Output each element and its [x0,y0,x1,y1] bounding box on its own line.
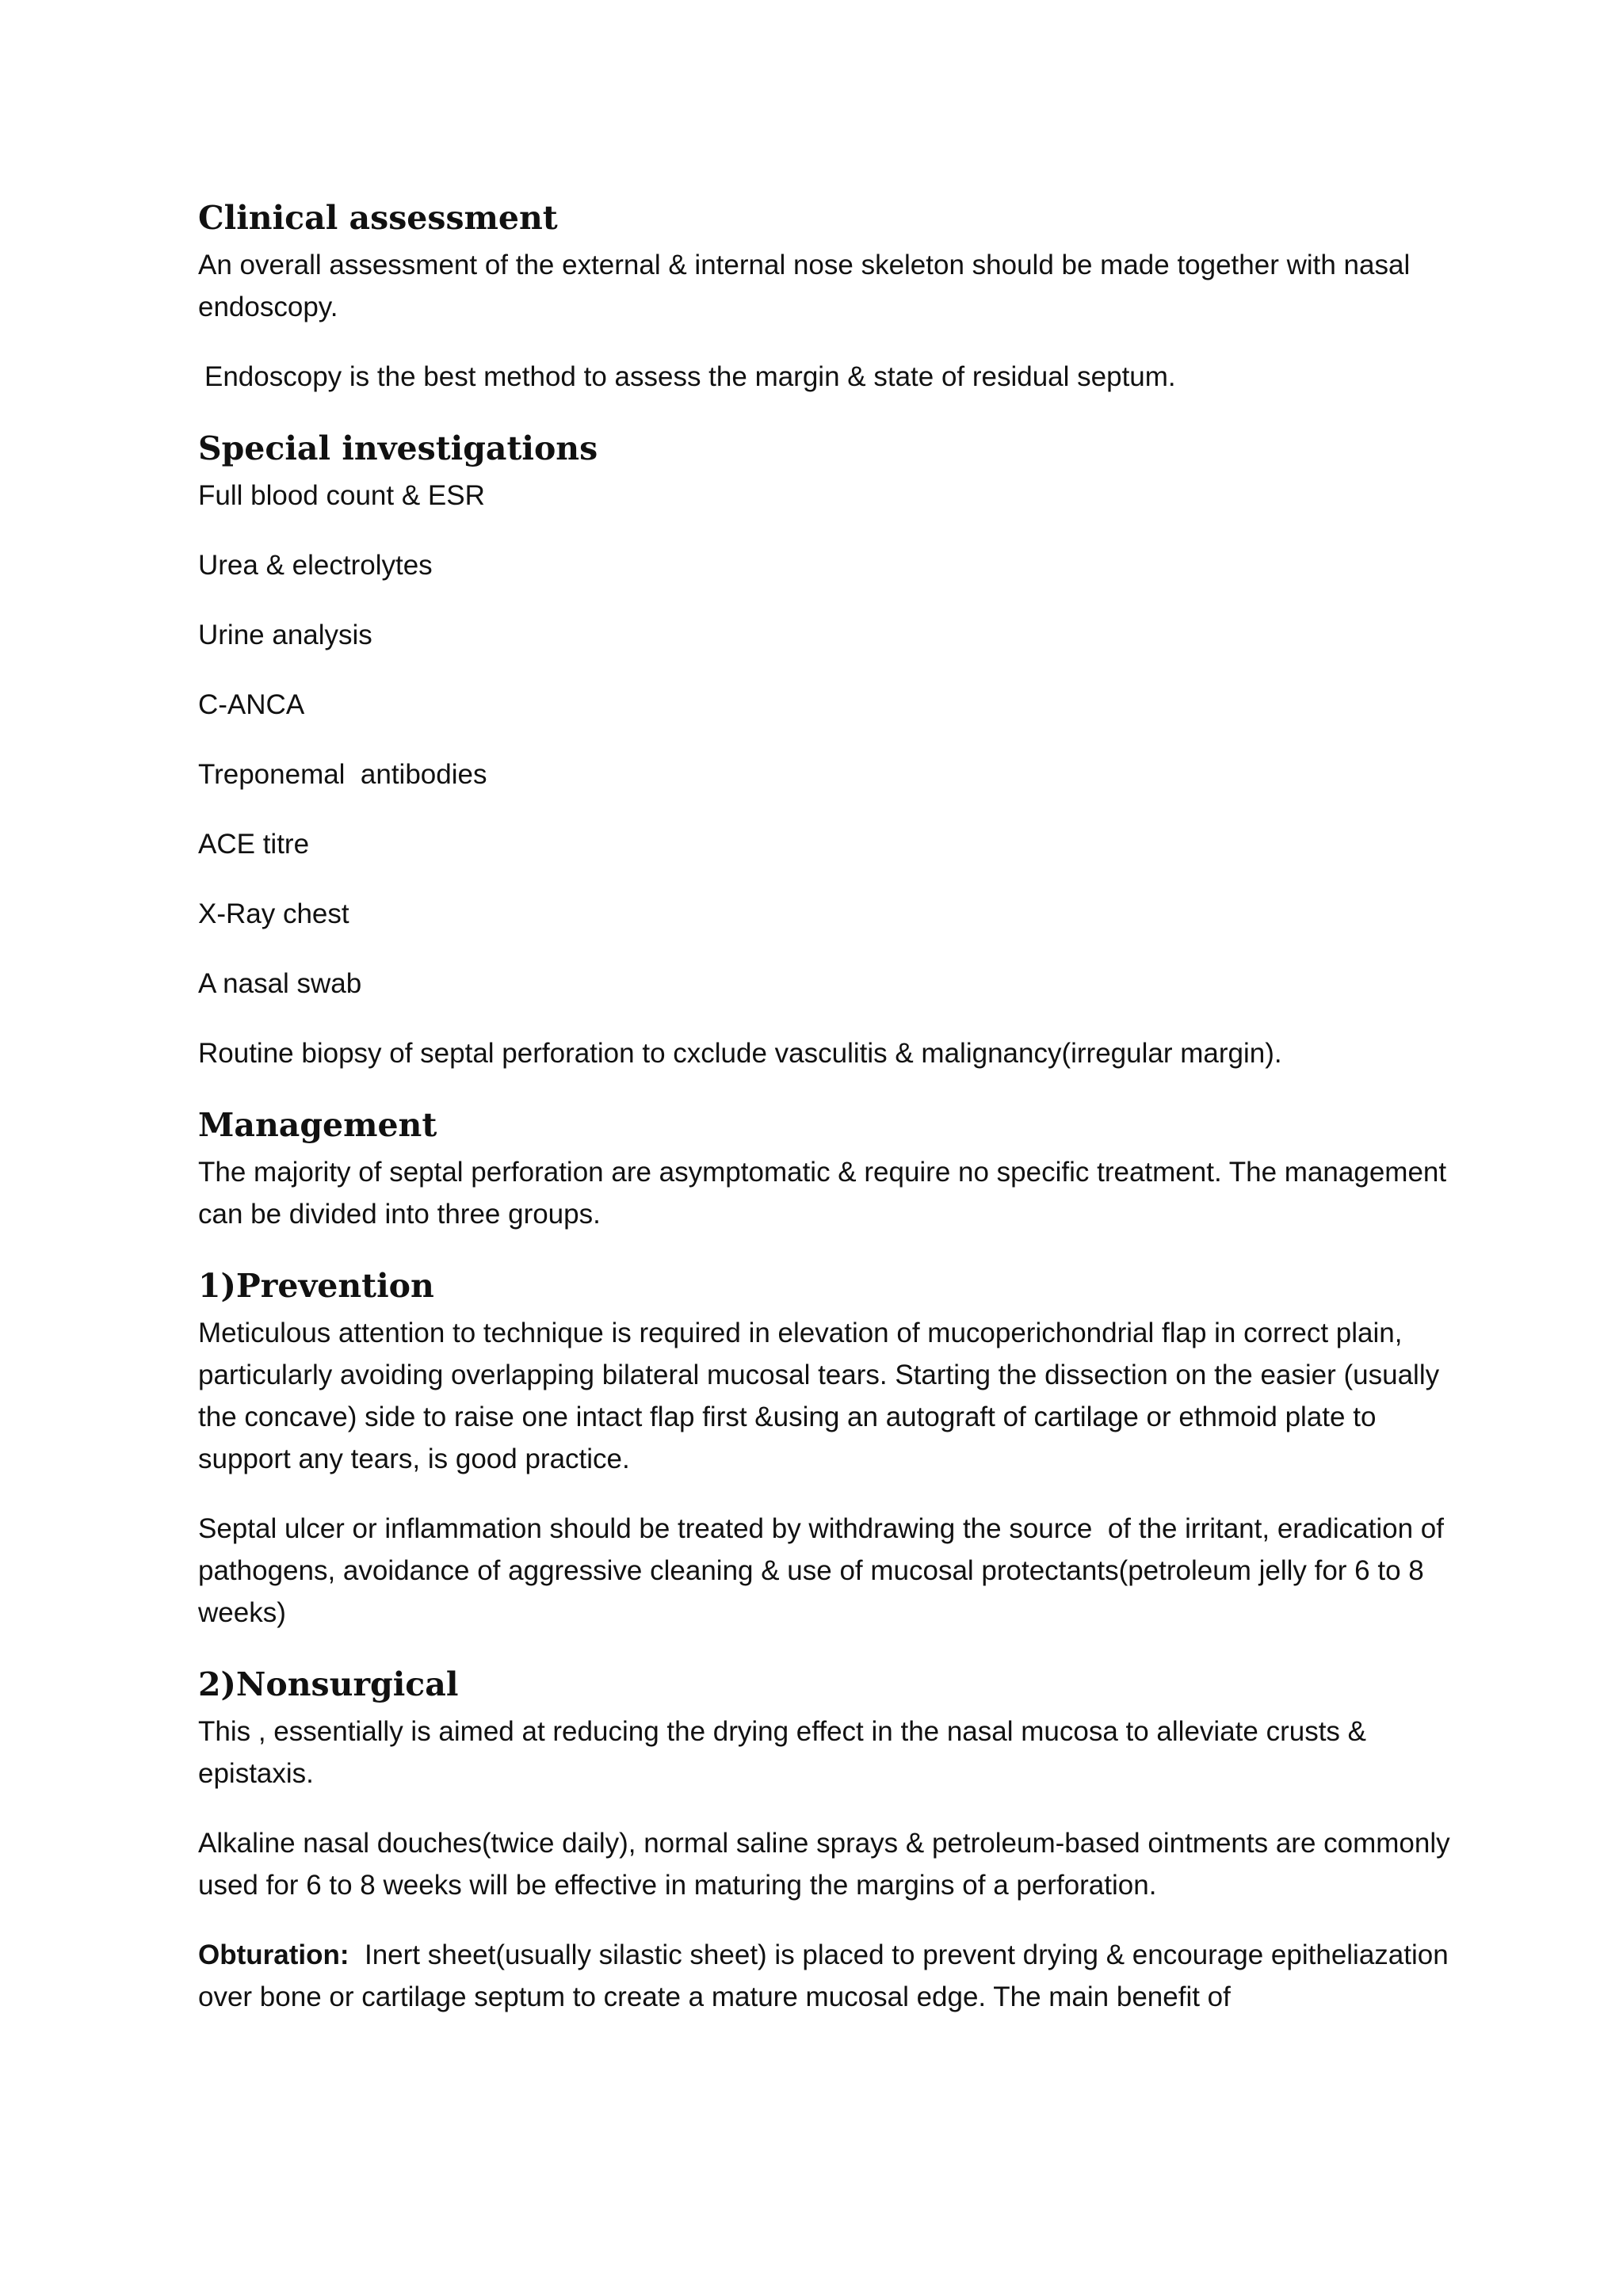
paragraph: Septal ulcer or inflammation should be treated by withdrawing the source of the irritant, eradication of pathogens, avoidance of aggressive cleaning & use of mucosal protectants(petroleum jelly for 6 to 8 weeks) [198,1513,1452,1628]
obturation-paragraph [198,1934,1457,2018]
investigation-item: Treponemal antibodies [198,759,487,790]
investigation-item: Urea & electrolytes [198,550,433,581]
section-management [198,1102,1450,1235]
investigation-item: X-Ray chest [198,898,349,929]
heading-nonsurgical: 2)Nonsurgical [198,1665,459,1703]
paragraph: Alkaline nasal douches(twice daily), normal saline sprays & petroleum-based ointments are commonly used for 6 to 8 weeks will be effective in maturing the margins of a perforation. [198,1828,1450,1901]
heading-management: Management [198,1106,437,1144]
section-clinical-assessment [198,195,1450,398]
investigation-item: C-ANCA [198,689,305,720]
paragraph: This , essentially is aimed at reducing the drying effect in the nasal mucosa to alleviate crusts & epistaxis. [198,1716,1366,1789]
investigation-item: Routine biopsy of septal perforation to cxclude vasculitis & malignancy(irregular margin). [198,1038,1282,1069]
paragraph: An overall assessment of the external & internal nose skeleton should be made together with nasal endoscopy. [198,250,1411,322]
heading-clinical-assessment: Clinical assessment [198,199,558,237]
investigation-item: Urine analysis [198,620,372,650]
investigation-item: A nasal swab [198,968,362,999]
paragraph: Endoscopy is the best method to assess the margin & state of residual septum. [204,361,1176,392]
investigation-item: Full blood count & ESR [198,480,485,511]
document-body [198,195,1457,2046]
investigation-item: ACE titre [198,829,310,860]
obturation-label: Obturation: [198,1939,349,1970]
heading-special-investigations: Special investigations [198,429,598,467]
section-special-investigations [198,425,1450,1074]
obturation-text: Inert sheet(usually silastic sheet) is placed to prevent drying & encourage epitheliazation over bone or cartilage septum to create a mature mucosal edge. The main benefit of [198,1939,1457,2012]
paragraph: The majority of septal perforation are asymptomatic & require no specific treatment. The management can be divided into three groups. [198,1157,1447,1230]
section-nonsurgical [198,1661,1457,2018]
paragraph: Meticulous attention to technique is required in elevation of mucoperichondrial flap in correct plain, particularly avoiding overlapping bilateral mucosal tears. Starting the dissection on the easier (usually the concave) side to raise one intact flap first &using an autograft of cartilage or ethmoid plate to support any tears, is good practice. [198,1318,1440,1474]
heading-prevention: 1)Prevention [198,1267,434,1305]
section-prevention [198,1263,1450,1634]
